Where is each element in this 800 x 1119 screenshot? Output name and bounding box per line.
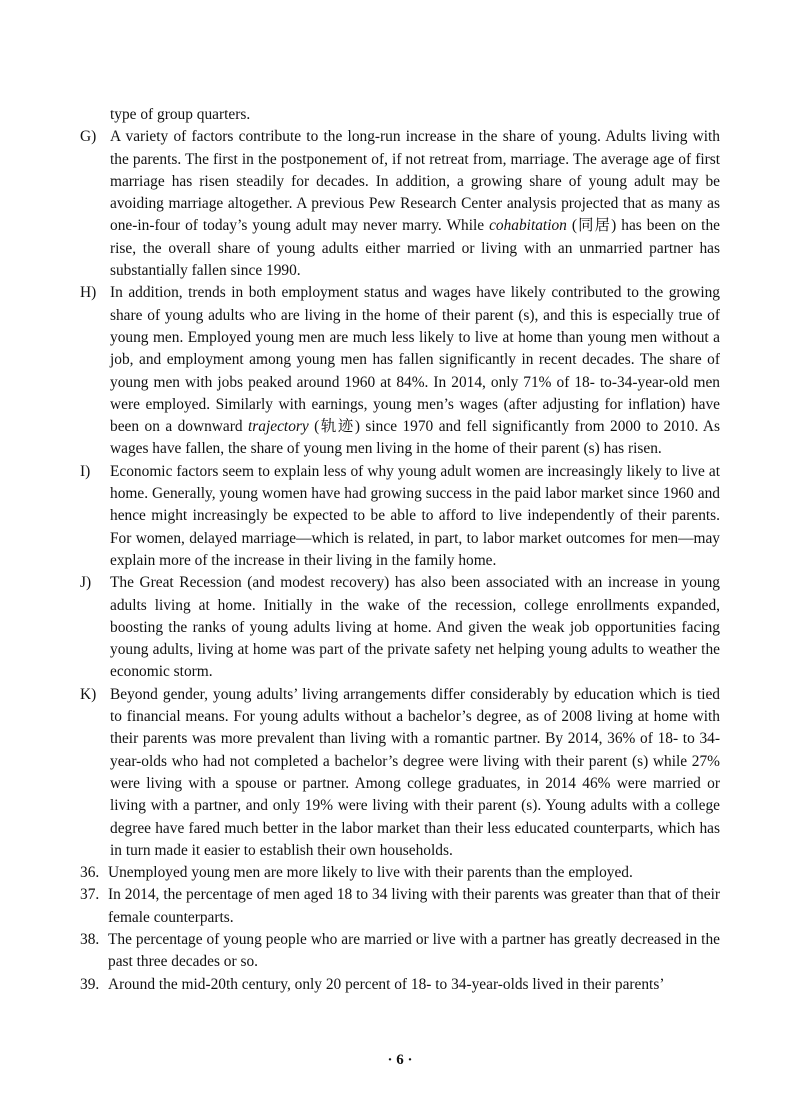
paragraph-text [110, 282, 720, 460]
page-number: · 6 · [387, 1052, 413, 1068]
passage-body [80, 104, 720, 996]
paragraph-text [110, 126, 720, 282]
paragraph-text-after: since 1970 and fell significantly from 2000 to 2010. As wages have fallen, the share of young men living in the home of their parent (s) has risen. [110, 418, 720, 458]
glossed-term: cohabitation [489, 217, 567, 235]
question-39 [80, 974, 720, 996]
question-number: 37. [80, 886, 100, 904]
paragraph-text-before: In addition, trends in both employment status and wages have likely contributed to the growing share of young adults who are living in the home of their parent (s), and this is especially true of young men. Employed young men are much less likely to live at home than young men without a job, and employment among young men has fallen significantly in recent decades. The share of young men with jobs peaked around 1960 at 84%. In 2014, only 71% of 18- to-34-year-old men were employed. Similarly with earnings, young men’s wages (after adjusting for inflation) have been on a downward [110, 284, 720, 436]
term-gloss: (轨迹) [308, 418, 360, 436]
question-text: The percentage of young people who are married or live with a partner has greatly decreased in the past three decades or so. [108, 930, 720, 971]
question-38 [80, 929, 720, 974]
paragraph-marker: H) [80, 284, 97, 302]
paragraph-marker: K) [80, 685, 97, 703]
continued-line: type of group quarters. [110, 106, 251, 123]
question-number: 38. [80, 930, 100, 948]
paragraph-j [80, 572, 720, 683]
paragraph-marker: J) [80, 574, 92, 592]
question-text: Around the mid-20th century, only 20 percent of 18- to 34-year-olds lived in their parents’ [108, 975, 665, 993]
paragraph-text: The Great Recession (and modest recovery) has also been associated with an increase in young adults living at home. Initially in the wake of the recession, college enrollments expanded, boosting the ranks of young adults living at home. And given the weak job opportunities facing young adults, living at home was part of the private safety net helping young adults to weather the economic storm. [110, 574, 720, 681]
question-36 [80, 862, 720, 884]
paragraph-i [80, 461, 720, 572]
paragraph-k [80, 684, 720, 862]
question-37 [80, 884, 720, 929]
question-text: In 2014, the percentage of men aged 18 to 34 living with their parents was greater than that of their female counterparts. [108, 886, 720, 926]
paragraph-marker: G) [80, 128, 97, 146]
paragraph-text: Beyond gender, young adults’ living arrangements differ considerably by education which is tied to financial means. For young adults without a bachelor’s degree, as of 2008 living at home with their parents was more prevalent than living with a romantic partner. By 2014, 36% of 18- to 34-year-olds who had not completed a bachelor’s degree were living with their parent (s) while 27% were living with a spouse or partner. Among college graduates, in 2014 46% were married or living with a partner, and only 19% were living with their parent (s). Young adults with a college degree have fared much better in the labor market than their less educated counterparts, which has in turn made it easier to establish their own households. [110, 685, 720, 859]
paragraph-text-after: has been on the rise, the overall share of young adults either married or living with an unmarried partner has substantially fallen since 1990. [110, 217, 720, 280]
term-gloss: (同居) [566, 217, 617, 235]
question-number: 39. [80, 975, 100, 993]
paragraph-text: Economic factors seem to explain less of why young adult women are increasingly likely to live at home. Generally, young women have had growing success in the paid labor market since 1960 and hence might increasingly be expected to be able to afford to live independently of their parents. For women, delayed marriage—which is related, in part, to labor market outcomes for men—may explain more of the increase in their living in the family home. [110, 462, 720, 569]
paragraph-h [80, 282, 720, 460]
question-text: Unemployed young men are more likely to live with their parents than the employed. [108, 864, 633, 882]
paragraph-text-before: A variety of factors contribute to the long-run increase in the share of young. Adults living with the parents. The first in the postponement of, if not retreat from, marriage. The average age of first marriage has risen steadily for decades. In addition, a growing share of young adult may be avoiding marriage altogether. A previous Pew Research Center analysis projected that as many as one-in-four of today’s young adult may never marry. While [110, 128, 720, 235]
question-number: 36. [80, 864, 100, 882]
paragraph-g [80, 126, 720, 282]
glossed-term: trajectory [248, 418, 309, 436]
paragraph-marker: I) [80, 462, 91, 480]
